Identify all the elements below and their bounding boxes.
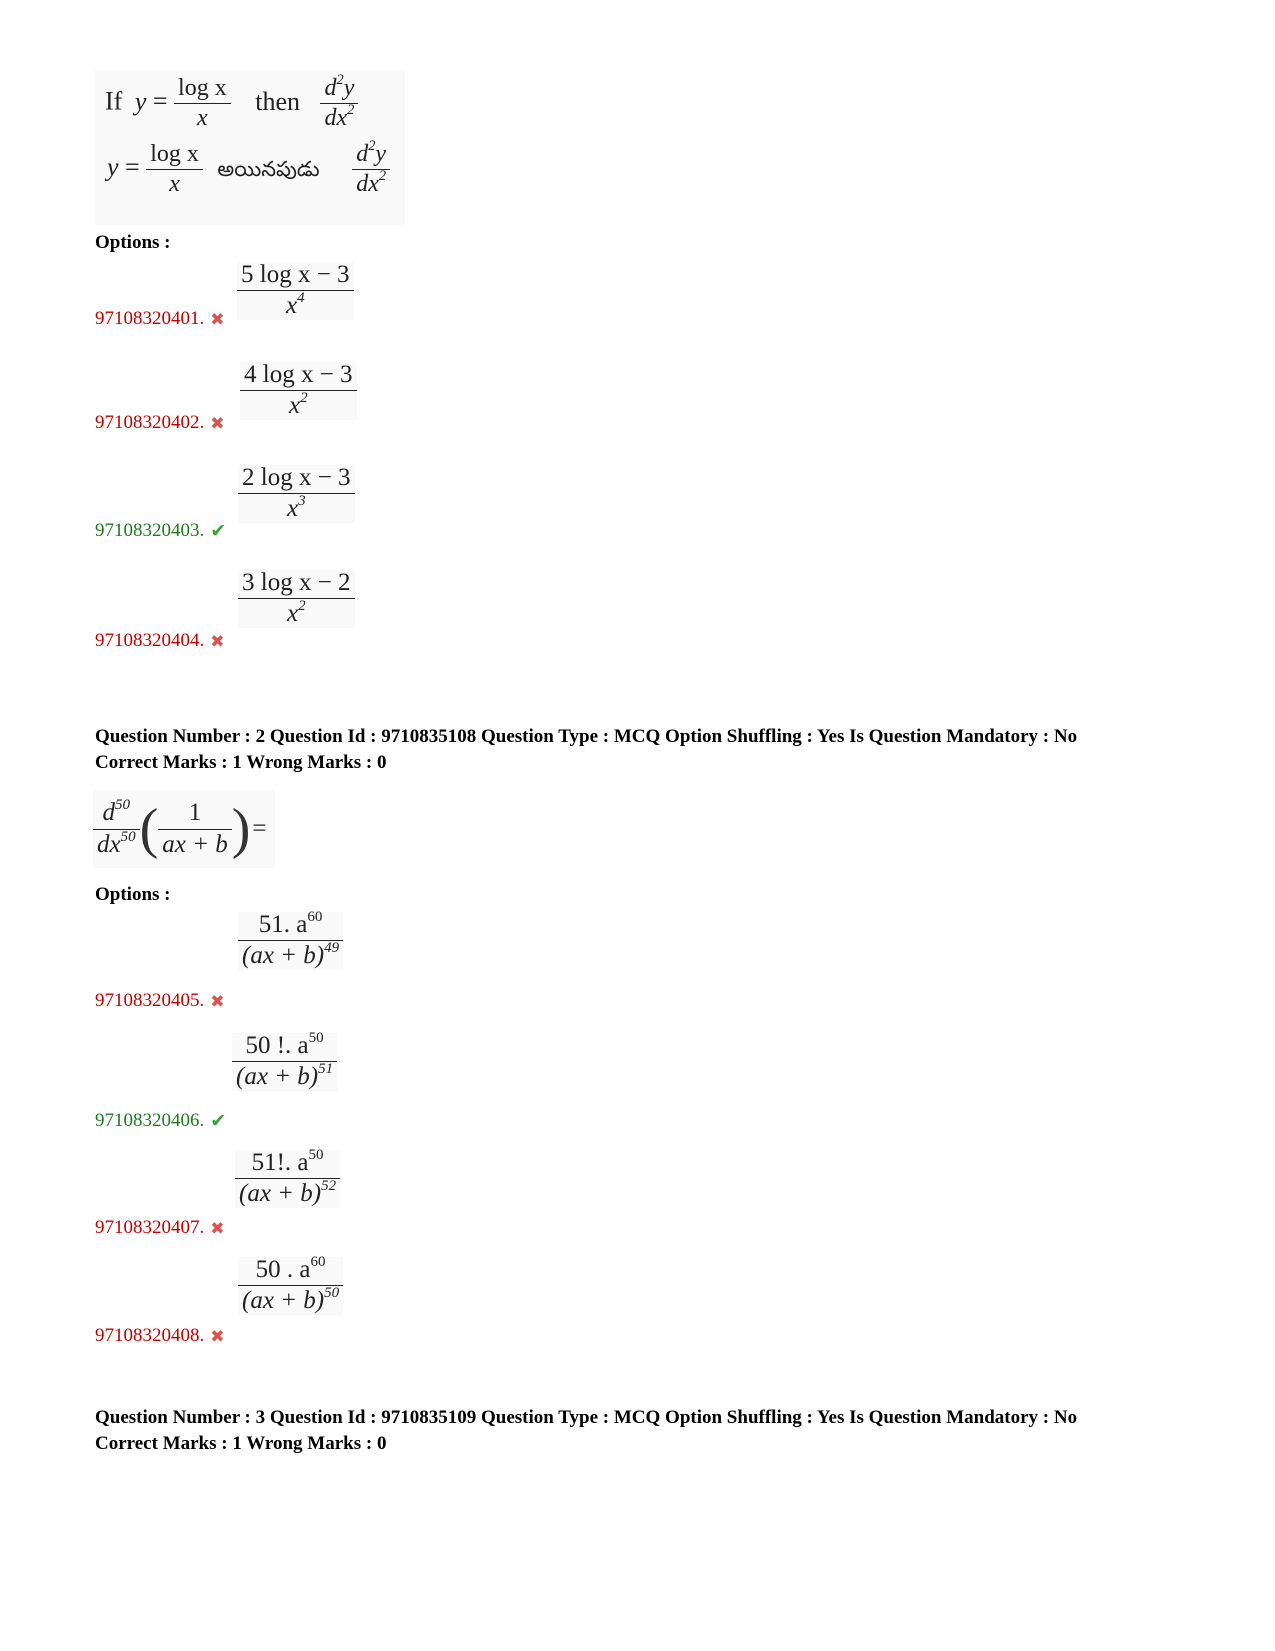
q2-stem-image bbox=[93, 790, 275, 868]
q2-header-line-1: Question Number : 2 Question Id : 9710835108 Question Type : MCQ Option Shuffling : Yes Is Question Mandatory : No bbox=[95, 726, 1078, 747]
q1-te-derivative: $\frac{d^2y}{dx^2}$ bbox=[352, 142, 390, 197]
cross-icon: ✖ bbox=[210, 991, 225, 1011]
q1-te-eq: = bbox=[125, 152, 140, 182]
q2-option-3-expression: $\frac{51!. a^{50}}{(ax + b)^{52}}$ bbox=[235, 1150, 340, 1208]
q3-header-line-1: Question Number : 3 Question Id : 9710835109 Question Type : MCQ Option Shuffling : Yes Is Question Mandatory : No bbox=[95, 1407, 1078, 1428]
cross-icon: ✖ bbox=[210, 413, 225, 433]
q2-option-3-label: 97108320407. ✖ bbox=[95, 1217, 225, 1238]
q1-stem-english bbox=[105, 72, 358, 132]
q2-header-line-2: Correct Marks : 1 Wrong Marks : 0 bbox=[95, 752, 387, 773]
q1-fraction bbox=[174, 76, 231, 131]
q3-header-line-2: Correct Marks : 1 Wrong Marks : 0 bbox=[95, 1433, 387, 1454]
q1-if-text: If bbox=[105, 86, 123, 116]
q2-option-4-expression: $\frac{50 . a^{60}}{(ax + b)^{50}}$ bbox=[238, 1257, 343, 1315]
q2-option-2-expression: $\frac{50 !. a^{50}}{(ax + b)^{51}}$ bbox=[232, 1033, 337, 1091]
q1-stem-image bbox=[95, 70, 405, 225]
q1-fraction-num: log x bbox=[178, 75, 227, 101]
q1-lhs: y bbox=[134, 86, 147, 116]
q1-te-lhs: y bbox=[107, 152, 119, 182]
q1-option-4-expression: $\frac{\text{3 log x − 2}}{x^2}$ bbox=[238, 570, 355, 628]
q1-fraction-den: x bbox=[197, 105, 208, 132]
cross-icon: ✖ bbox=[210, 1326, 225, 1346]
q2-eq: = bbox=[252, 815, 267, 842]
q1-derivative: $\frac{d^2y}{dx^2}$ bbox=[320, 76, 358, 131]
q1-option-1-expression: $\frac{\text{5 log x − 3}}{x^4}$ bbox=[237, 262, 354, 320]
q2-left-paren: ( bbox=[139, 798, 159, 860]
q2-option-1-label: 97108320405. ✖ bbox=[95, 990, 225, 1011]
q2-derivative-operator: $\frac{d^{50}}{dx^{50}}$ bbox=[93, 800, 140, 858]
q2-inner-fraction: $\frac{1}{ax + b}$ bbox=[158, 800, 231, 858]
q1-eq: = bbox=[152, 86, 168, 116]
cross-icon: ✖ bbox=[210, 309, 225, 329]
q2-options-label: Options : bbox=[95, 884, 171, 905]
q1-option-1-label: 97108320401. ✖ bbox=[95, 308, 225, 329]
cross-icon: ✖ bbox=[210, 631, 225, 651]
q1-option-3-label: 97108320403. ✔ bbox=[95, 520, 227, 542]
q1-options-label: Options : bbox=[95, 232, 171, 253]
cross-icon: ✖ bbox=[210, 1218, 225, 1238]
q2-right-paren: ) bbox=[231, 798, 251, 860]
q2-option-2-label: 97108320406. ✔ bbox=[95, 1110, 227, 1132]
q1-te-fraction: $\frac{\text{log x}}{x}$ bbox=[146, 142, 203, 197]
q1-option-2-expression: $\frac{\text{4 log x − 3}}{x^2}$ bbox=[240, 362, 357, 420]
check-icon: ✔ bbox=[210, 1110, 227, 1132]
q1-then-text: then bbox=[255, 86, 300, 116]
q1-telugu-text: అయినపుడు bbox=[217, 156, 320, 181]
q2-option-1-expression: $\frac{51. a^{60}}{(ax + b)^{49}}$ bbox=[238, 912, 343, 970]
check-icon: ✔ bbox=[210, 520, 227, 542]
q1-option-4-label: 97108320404. ✖ bbox=[95, 630, 225, 651]
q1-option-2-label: 97108320402. ✖ bbox=[95, 412, 225, 433]
q2-option-4-label: 97108320408. ✖ bbox=[95, 1325, 225, 1346]
q1-option-3-expression: $\frac{\text{2 log x − 3}}{x^3}$ bbox=[238, 465, 355, 523]
q1-stem-telugu bbox=[107, 138, 390, 198]
